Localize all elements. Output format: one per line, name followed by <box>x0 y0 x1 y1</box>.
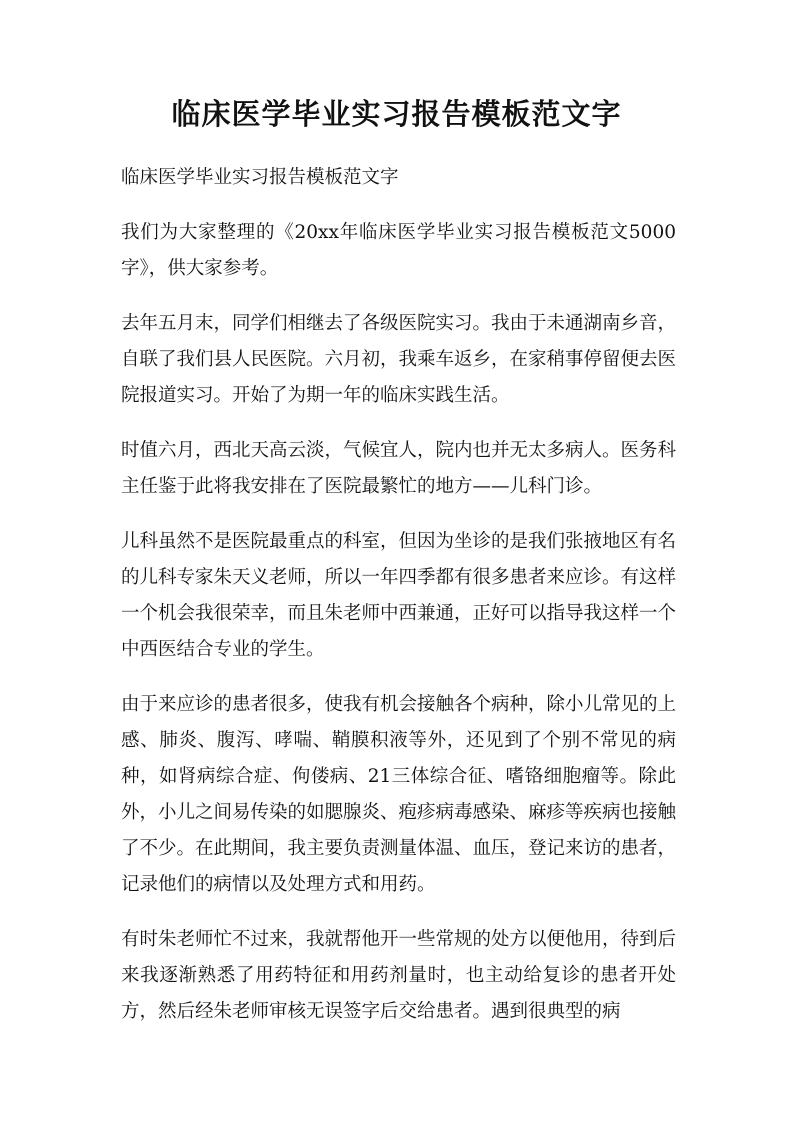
paragraph-patient-cases: 由于来应诊的患者很多，使我有机会接触各个病种，除小儿常见的上感、肺炎、腹泻、哮喘、鞘膜积液等外，还见到了个别不常见的病种，如肾病综合症、佝偻病、21三体综合征、嗜铬细胞瘤等。除此外，小儿之间易传染的如腮腺炎、疱疹病毒感染、麻疹等疾病也接触了不少。在此期间，我主要负责测量体温、血压，登记来访的患者，记录他们的病情以及处理方式和用药。 <box>121 694 677 895</box>
paragraph-pediatrics-department: 儿科虽然不是医院最重点的科室，但因为坐诊的是我们张掖地区有名的儿科专家朱天义老师，所以一年四季都有很多患者来应诊。有这样一个机会我很荣幸，而且朱老师中西兼通，正好可以指导我这样一个中西医结合专业的学生。 <box>121 531 677 660</box>
document-body <box>121 160 676 1049</box>
paragraph-prescriptions: 有时朱老师忙不过来，我就帮他开一些常规的处方以便他用，待到后来我逐渐熟悉了用药特征和用药剂量时，也主动给复诊的患者开处方，然后经朱老师审核无误签字后交给患者。遇到很典型的病 <box>121 929 677 1022</box>
paragraph-internship-start: 去年五月末，同学们相继去了各级医院实习。我由于未通湖南乡音，自联了我们县人民医院。六月初，我乘车返乡，在家稍事停留便去医院报道实习。开始了为期一年的临床实践生活。 <box>121 313 677 406</box>
paragraph-intro: 我们为大家整理的《20xx年临床医学毕业实习报告模板范文5000字》，供大家参考。 <box>121 222 676 279</box>
paragraph-pediatrics-assignment: 时值六月，西北天高云淡，气候宜人，院内也并无太多病人。医务科主任鉴于此将我安排在了医院最繁忙的地方——儿科门诊。 <box>121 440 677 497</box>
document-subtitle: 临床医学毕业实习报告模板范文字 <box>121 167 399 188</box>
page-title: 临床医学毕业实习报告模板范文字 <box>171 97 622 131</box>
